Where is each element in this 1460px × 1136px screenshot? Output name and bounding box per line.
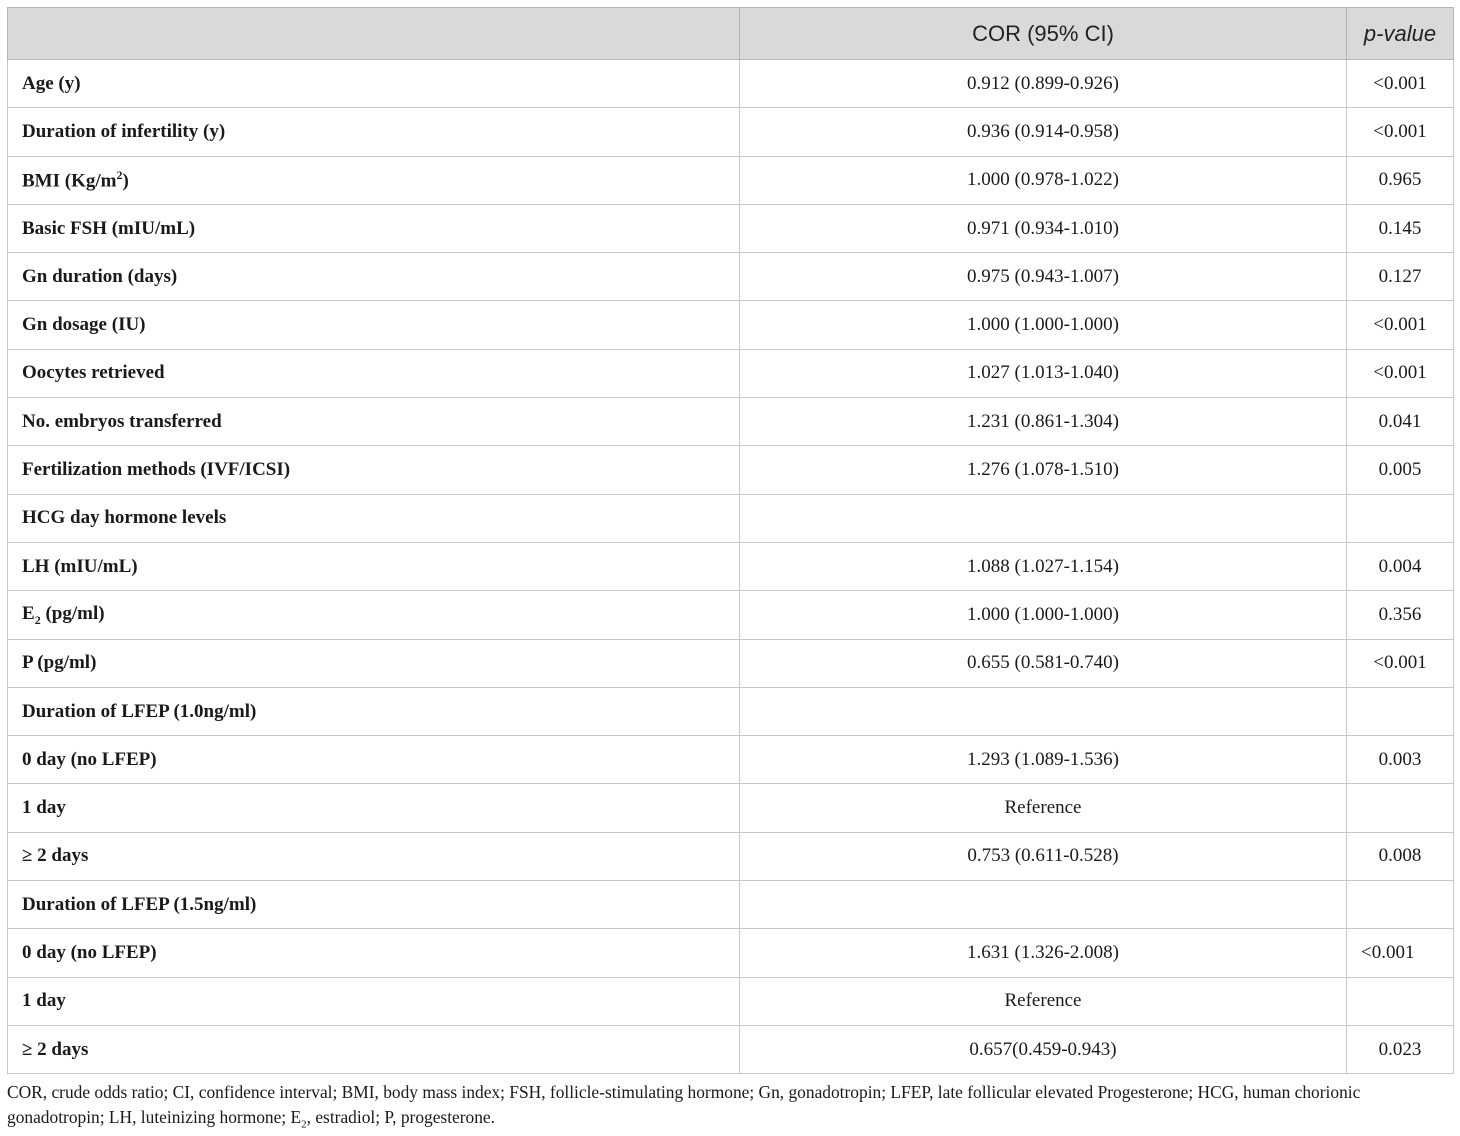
table-row	[8, 108, 1454, 156]
table-row	[8, 832, 1454, 880]
row-cor: 1.000 (1.000-1.000)	[740, 301, 1347, 349]
row-p-value	[1347, 494, 1454, 542]
row-p-value: 0.008	[1347, 832, 1454, 880]
table-footnote: COR, crude odds ratio; CI, confidence interval; BMI, body mass index; FSH, follicle-stimulating hormone; Gn, gonadotropin; LFEP, late follicular elevated Progesterone; HCG, human chorionic gonadotropin; LH, luteinizing hormone; $E_2$, estradiol; P, progesterone.	[7, 1082, 1361, 1131]
row-label: Duration of infertility (y)	[8, 108, 740, 156]
row-label: Gn dosage (IU)	[8, 301, 740, 349]
header-row	[8, 8, 1454, 60]
row-label: Fertilization methods (IVF/ICSI)	[8, 446, 740, 494]
row-p-value: <0.001	[1347, 60, 1454, 108]
row-p-value: 0.356	[1347, 591, 1454, 639]
data-table	[7, 7, 1454, 1074]
table-row	[8, 639, 1454, 687]
table-row	[8, 977, 1454, 1025]
row-p-value: 0.005	[1347, 446, 1454, 494]
table-row	[8, 253, 1454, 301]
header-cor: COR (95% CI)	[740, 8, 1347, 60]
table-row	[8, 156, 1454, 204]
row-cor: 1.631 (1.326-2.008)	[740, 929, 1347, 977]
row-p-value: <0.001	[1347, 639, 1454, 687]
row-p-value: 0.965	[1347, 156, 1454, 204]
row-cor	[740, 494, 1347, 542]
odds-ratio-table	[7, 7, 1453, 1074]
row-cor: 0.912 (0.899-0.926)	[740, 60, 1347, 108]
row-label: ≥ 2 days	[8, 1025, 740, 1073]
row-label: P (pg/ml)	[8, 639, 740, 687]
table-row	[8, 204, 1454, 252]
row-p-value: 0.023	[1347, 1025, 1454, 1073]
row-label: Gn duration (days)	[8, 253, 740, 301]
row-p-value	[1347, 881, 1454, 929]
row-label: BMI $(Kg/m^2)$	[8, 156, 740, 204]
row-p-value: 0.127	[1347, 253, 1454, 301]
row-label: Basic FSH (mIU/mL)	[8, 204, 740, 252]
header-variable	[8, 8, 740, 60]
row-label: $E_2$ (pg/ml)	[8, 591, 740, 639]
row-label: Duration of LFEP (1.5ng/ml)	[8, 881, 740, 929]
row-cor: 0.971 (0.934-1.010)	[740, 204, 1347, 252]
row-cor: 1.276 (1.078-1.510)	[740, 446, 1347, 494]
row-cor: 1.088 (1.027-1.154)	[740, 542, 1347, 590]
row-label: ≥ 2 days	[8, 832, 740, 880]
row-label: 1 day	[8, 977, 740, 1025]
row-cor: 1.231 (0.861-1.304)	[740, 398, 1347, 446]
table-row	[8, 60, 1454, 108]
table-row	[8, 301, 1454, 349]
table-body	[8, 60, 1454, 1074]
row-p-value: 0.004	[1347, 542, 1454, 590]
table-row	[8, 591, 1454, 639]
row-label: 1 day	[8, 784, 740, 832]
row-label: No. embryos transferred	[8, 398, 740, 446]
header-p-value: p-value	[1347, 8, 1454, 60]
table-row	[8, 446, 1454, 494]
row-cor: 1.293 (1.089-1.536)	[740, 736, 1347, 784]
row-p-value: <0.001	[1347, 349, 1454, 397]
row-cor: 0.657(0.459-0.943)	[740, 1025, 1347, 1073]
row-p-value: 0.041	[1347, 398, 1454, 446]
row-cor: 1.000 (1.000-1.000)	[740, 591, 1347, 639]
row-label: Oocytes retrieved	[8, 349, 740, 397]
row-p-value: <0.001	[1347, 929, 1454, 977]
row-cor	[740, 687, 1347, 735]
row-p-value: 0.003	[1347, 736, 1454, 784]
table-row	[8, 542, 1454, 590]
row-label: LH (mIU/mL)	[8, 542, 740, 590]
row-cor: 1.027 (1.013-1.040)	[740, 349, 1347, 397]
table-header	[8, 8, 1454, 60]
table-row	[8, 687, 1454, 735]
row-label: Duration of LFEP (1.0ng/ml)	[8, 687, 740, 735]
table-row	[8, 929, 1454, 977]
row-label: 0 day (no LFEP)	[8, 736, 740, 784]
row-cor: 0.753 (0.611-0.528)	[740, 832, 1347, 880]
table-row	[8, 881, 1454, 929]
row-p-value	[1347, 784, 1454, 832]
row-p-value: <0.001	[1347, 108, 1454, 156]
row-label: Age (y)	[8, 60, 740, 108]
row-label: 0 day (no LFEP)	[8, 929, 740, 977]
row-label: HCG day hormone levels	[8, 494, 740, 542]
table-row	[8, 494, 1454, 542]
row-p-value: <0.001	[1347, 301, 1454, 349]
row-cor: 1.000 (0.978-1.022)	[740, 156, 1347, 204]
table-row	[8, 398, 1454, 446]
row-cor: Reference	[740, 977, 1347, 1025]
row-cor: 0.975 (0.943-1.007)	[740, 253, 1347, 301]
table-row	[8, 349, 1454, 397]
row-p-value	[1347, 687, 1454, 735]
row-cor: 0.655 (0.581-0.740)	[740, 639, 1347, 687]
table-row	[8, 784, 1454, 832]
row-cor	[740, 881, 1347, 929]
row-cor: Reference	[740, 784, 1347, 832]
row-cor: 0.936 (0.914-0.958)	[740, 108, 1347, 156]
row-p-value	[1347, 977, 1454, 1025]
row-p-value: 0.145	[1347, 204, 1454, 252]
table-row	[8, 736, 1454, 784]
table-row	[8, 1025, 1454, 1073]
